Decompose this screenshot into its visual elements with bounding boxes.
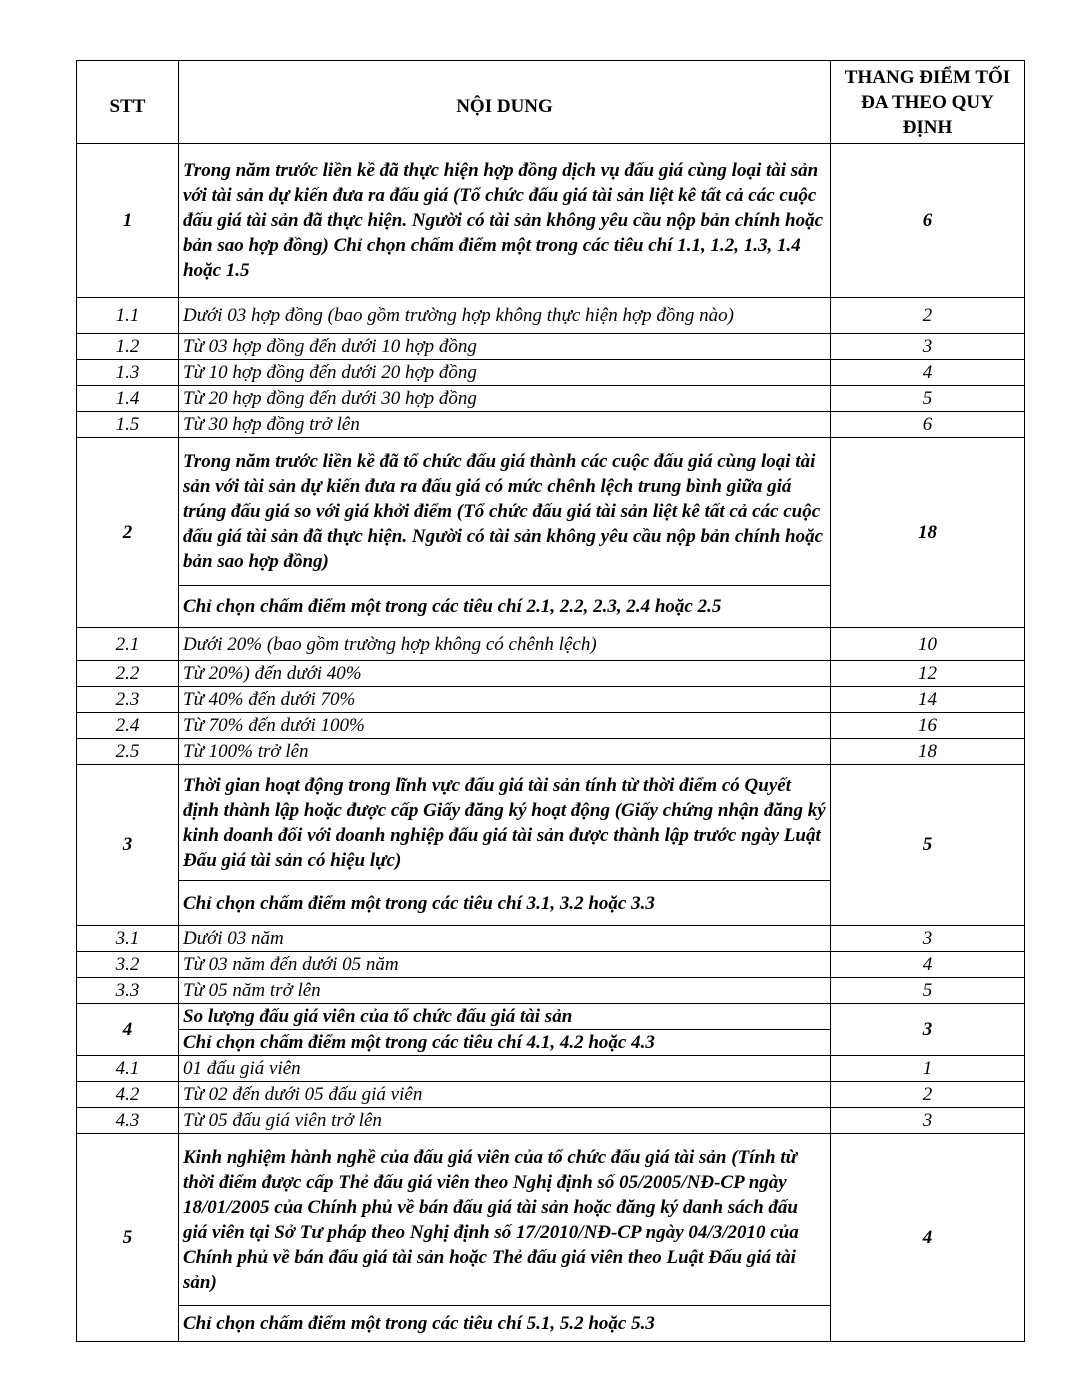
sub-text: Từ 03 năm đến dưới 05 năm <box>179 952 831 978</box>
criterion-score: 18 <box>831 438 1025 628</box>
sub-score: 6 <box>831 412 1025 438</box>
criterion-note: Chỉ chọn chấm điểm một trong các tiêu chí 4.1, 4.2 hoặc 4.3 <box>179 1030 831 1056</box>
sub-score: 3 <box>831 334 1025 360</box>
header-stt: STT <box>77 61 179 144</box>
sub-criterion-row <box>77 952 1025 978</box>
header-content: NỘI DUNG <box>179 61 831 144</box>
sub-score: 1 <box>831 1056 1025 1082</box>
sub-stt: 1.2 <box>77 334 179 360</box>
criterion-score: 4 <box>831 1134 1025 1342</box>
sub-score: 14 <box>831 687 1025 713</box>
sub-criterion-row <box>77 926 1025 952</box>
criterion-row <box>77 1134 1025 1306</box>
sub-criterion-row <box>77 1056 1025 1082</box>
sub-text: Từ 03 hợp đồng đến dưới 10 hợp đồng <box>179 334 831 360</box>
sub-text: Từ 100% trở lên <box>179 739 831 765</box>
sub-score: 3 <box>831 926 1025 952</box>
sub-stt: 2.1 <box>77 628 179 661</box>
sub-score: 4 <box>831 360 1025 386</box>
sub-stt: 1.1 <box>77 298 179 334</box>
sub-score: 2 <box>831 1082 1025 1108</box>
sub-text: Từ 40% đến dưới 70% <box>179 687 831 713</box>
sub-criterion-row <box>77 661 1025 687</box>
sub-stt: 1.4 <box>77 386 179 412</box>
sub-score: 10 <box>831 628 1025 661</box>
sub-text: Từ 02 đến dưới 05 đấu giá viên <box>179 1082 831 1108</box>
criterion-stt: 1 <box>77 144 179 298</box>
criterion-row <box>77 1004 1025 1030</box>
sub-text: Dưới 03 hợp đồng (bao gồm trường hợp không thực hiện hợp đồng nào) <box>179 298 831 334</box>
sub-stt: 1.3 <box>77 360 179 386</box>
sub-criterion-row <box>77 1108 1025 1134</box>
sub-stt: 3.2 <box>77 952 179 978</box>
sub-score: 18 <box>831 739 1025 765</box>
criterion-stt: 5 <box>77 1134 179 1342</box>
criterion-text: Thời gian hoạt động trong lĩnh vực đấu giá tài sản tính từ thời điểm có Quyết định thành lập hoặc được cấp Giấy đăng ký hoạt động (Giấy chứng nhận đăng ký kinh doanh đối với doanh nghiệp đấu giá tài sản được thành lập trước ngày Luật Đấu giá tài sản có hiệu lực) <box>179 765 831 881</box>
sub-stt: 2.3 <box>77 687 179 713</box>
criterion-note: Chỉ chọn chấm điểm một trong các tiêu chí 5.1, 5.2 hoặc 5.3 <box>179 1306 831 1342</box>
criterion-note: Chỉ chọn chấm điểm một trong các tiêu chí 3.1, 3.2 hoặc 3.3 <box>179 881 831 926</box>
sub-stt: 2.4 <box>77 713 179 739</box>
sub-criterion-row <box>77 386 1025 412</box>
scoring-table <box>76 60 1025 1342</box>
sub-stt: 1.5 <box>77 412 179 438</box>
sub-score: 2 <box>831 298 1025 334</box>
sub-text: Từ 10 hợp đồng đến dưới 20 hợp đồng <box>179 360 831 386</box>
sub-text: Từ 30 hợp đồng trở lên <box>179 412 831 438</box>
criterion-score: 3 <box>831 1004 1025 1056</box>
sub-stt: 4.1 <box>77 1056 179 1082</box>
sub-criterion-row <box>77 298 1025 334</box>
sub-text: Từ 70% đến dưới 100% <box>179 713 831 739</box>
sub-criterion-row <box>77 687 1025 713</box>
criterion-stt: 3 <box>77 765 179 926</box>
sub-text: 01 đấu giá viên <box>179 1056 831 1082</box>
header-max-score: THANG ĐIỂM TỐI ĐA THEO QUY ĐỊNH <box>831 61 1025 144</box>
sub-score: 4 <box>831 952 1025 978</box>
criterion-row <box>77 765 1025 881</box>
criterion-text: Kinh nghiệm hành nghề của đấu giá viên của tổ chức đấu giá tài sản (Tính từ thời điểm được cấp Thẻ đấu giá viên theo Nghị định số 05/2005/NĐ-CP ngày 18/01/2005 của Chính phủ về bán đấu giá tài sản hoặc đăng ký danh sách đấu giá viên tại Sở Tư pháp theo Nghị định số 17/2010/NĐ-CP ngày 04/3/2010 của Chính phủ về bán đấu giá tài sản hoặc Thẻ đấu giá viên theo Luật Đấu giá tài sản) <box>179 1134 831 1306</box>
criterion-note: Chỉ chọn chấm điểm một trong các tiêu chí 2.1, 2.2, 2.3, 2.4 hoặc 2.5 <box>179 586 831 628</box>
criterion-row <box>77 144 1025 298</box>
sub-criterion-row <box>77 713 1025 739</box>
sub-text: Từ 20 hợp đồng đến dưới 30 hợp đồng <box>179 386 831 412</box>
sub-criterion-row <box>77 334 1025 360</box>
sub-score: 3 <box>831 1108 1025 1134</box>
sub-criterion-row <box>77 360 1025 386</box>
sub-criterion-row <box>77 978 1025 1004</box>
sub-stt: 4.3 <box>77 1108 179 1134</box>
sub-text: Từ 05 năm trở lên <box>179 978 831 1004</box>
sub-text: Từ 05 đấu giá viên trở lên <box>179 1108 831 1134</box>
criterion-score: 5 <box>831 765 1025 926</box>
sub-criterion-row <box>77 739 1025 765</box>
sub-stt: 2.2 <box>77 661 179 687</box>
sub-stt: 3.3 <box>77 978 179 1004</box>
sub-criterion-row <box>77 1082 1025 1108</box>
criterion-text: Trong năm trước liền kề đã thực hiện hợp đồng dịch vụ đấu giá cùng loại tài sản với tài sản dự kiến đưa ra đấu giá (Tổ chức đấu giá tài sản liệt kê tất cả các cuộc đấu giá tài sản đã thực hiện. Người có tài sản không yêu cầu nộp bản chính hoặc bản sao hợp đồng) Chỉ chọn chấm điểm một trong các tiêu chí 1.1, 1.2, 1.3, 1.4 hoặc 1.5 <box>179 144 831 298</box>
sub-text: Dưới 20% (bao gồm trường hợp không có chênh lệch) <box>179 628 831 661</box>
sub-score: 5 <box>831 978 1025 1004</box>
criterion-stt: 4 <box>77 1004 179 1056</box>
sub-criterion-row <box>77 628 1025 661</box>
sub-score: 5 <box>831 386 1025 412</box>
table-header-row <box>77 61 1025 144</box>
criterion-score: 6 <box>831 144 1025 298</box>
sub-stt: 2.5 <box>77 739 179 765</box>
sub-text: Dưới 03 năm <box>179 926 831 952</box>
criterion-stt: 2 <box>77 438 179 628</box>
criterion-row <box>77 438 1025 586</box>
sub-stt: 4.2 <box>77 1082 179 1108</box>
sub-stt: 3.1 <box>77 926 179 952</box>
sub-score: 16 <box>831 713 1025 739</box>
sub-score: 12 <box>831 661 1025 687</box>
sub-criterion-row <box>77 412 1025 438</box>
criterion-text: Trong năm trước liền kề đã tổ chức đấu giá thành các cuộc đấu giá cùng loại tài sản với tài sản dự kiến đưa ra đấu giá có mức chênh lệch trung bình giữa giá trúng đấu giá so với giá khởi điểm (Tổ chức đấu giá tài sản liệt kê tất cả các cuộc đấu giá tài sản đã thực hiện. Người có tài sản không yêu cầu nộp bản chính hoặc bản sao hợp đồng) <box>179 438 831 586</box>
sub-text: Từ 20%) đến dưới 40% <box>179 661 831 687</box>
criterion-text: So lượng đấu giá viên của tổ chức đấu giá tài sản <box>179 1004 831 1030</box>
